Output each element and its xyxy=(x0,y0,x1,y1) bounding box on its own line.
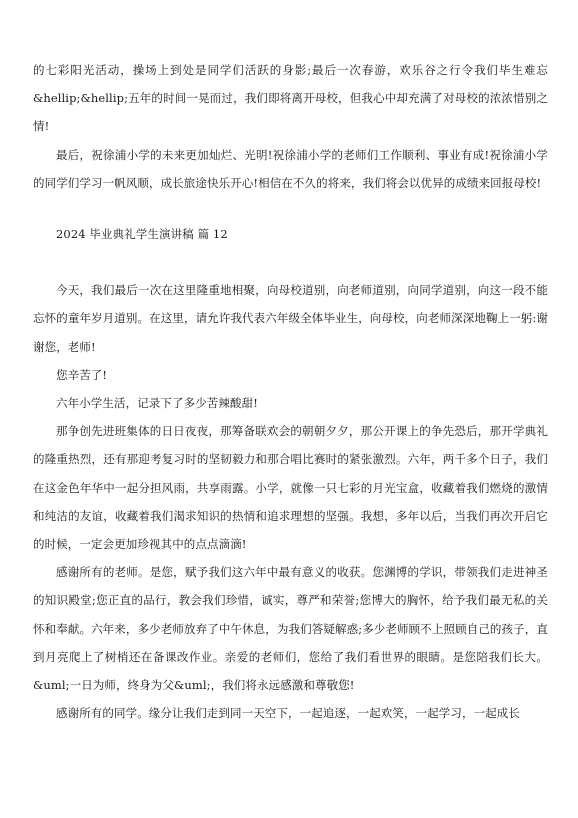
paragraph-memories: 那争创先进班集体的日日夜夜，那筹备联欢会的朝朝夕夕，那公开课上的争先恐后，那开学典礼的隆重热烈，还有那迎考复习时的坚韧毅力和那合唱比赛时的紧张激烈。六年，两千多个日子，我们在这金色年华中一起分担风雨，共享雨露。小学，就像一只七彩的月光宝盒，收藏着我们燃烧的激情和纯洁的友谊，收藏着我们渴求知识的热情和追求理想的坚强。我想，多年以后，当我们再次开启它的时候，一定会更加珍视其中的点点滴滴! xyxy=(33,424,548,552)
paragraph-thank-classmates: 感谢所有的同学。缘分让我们走到同一天空下，一起追逐，一起欢笑，一起学习，一起成长 xyxy=(56,706,520,721)
paragraph-continued: 的七彩阳光活动，操场上到处是同学们活跃的身影;最后一次春游，欢乐谷之行令我们毕生难忘&hellip;&hellip;五年的时间一晃而过，我们即将离开母校，但我心中却充满了对母校的浓浓惜别之情! xyxy=(33,63,548,134)
section-heading: 2024 毕业典礼学生演讲稿 篇 12 xyxy=(56,227,228,242)
paragraph-closing-wishes: 最后，祝徐浦小学的未来更加灿烂、光明!祝徐浦小学的老师们工作顺利、事业有成!祝徐浦小学的同学们学习一帆风顺，成长旅途快乐开心!相信在不久的将来，我们将会以优异的成绩来回报母校! xyxy=(33,147,548,190)
paragraph-farewell: 今天，我们最后一次在这里隆重地相聚，向母校道别，向老师道别，向同学道别，向这一段不能忘怀的童年岁月道别。在这里，请允许我代表六年级全体毕业生，向母校，向老师深深地鞠上一躬:谢谢您，老师! xyxy=(33,283,548,354)
document-page xyxy=(33,56,548,727)
spacer xyxy=(33,248,548,276)
paragraph-thank-teachers: 感谢所有的老师。是您，赋予我们这六年中最有意义的收获。您渊博的学识，带领我们走进神圣的知识殿堂;您正直的品行，教会我们珍惜，诚实，尊严和荣誉;您博大的胸怀，给予我们最无私的关怀和奉献。六年来，多少老师放弃了中午休息，为我们答疑解惑;多少老师顾不上照顾自己的孩子，直到月亮爬上了树梢还在备课改作业。亲爱的老师们，您给了我们看世界的眼睛。是您陪我们长大。&uml;一日为师，终身为父&uml;，我们将永远感激和尊敬您! xyxy=(33,565,548,693)
spacer xyxy=(33,197,548,220)
paragraph-thanks-short: 您辛苦了! xyxy=(56,367,108,382)
paragraph-six-years: 六年小学生活，记录下了多少苦辣酸甜! xyxy=(56,396,258,411)
